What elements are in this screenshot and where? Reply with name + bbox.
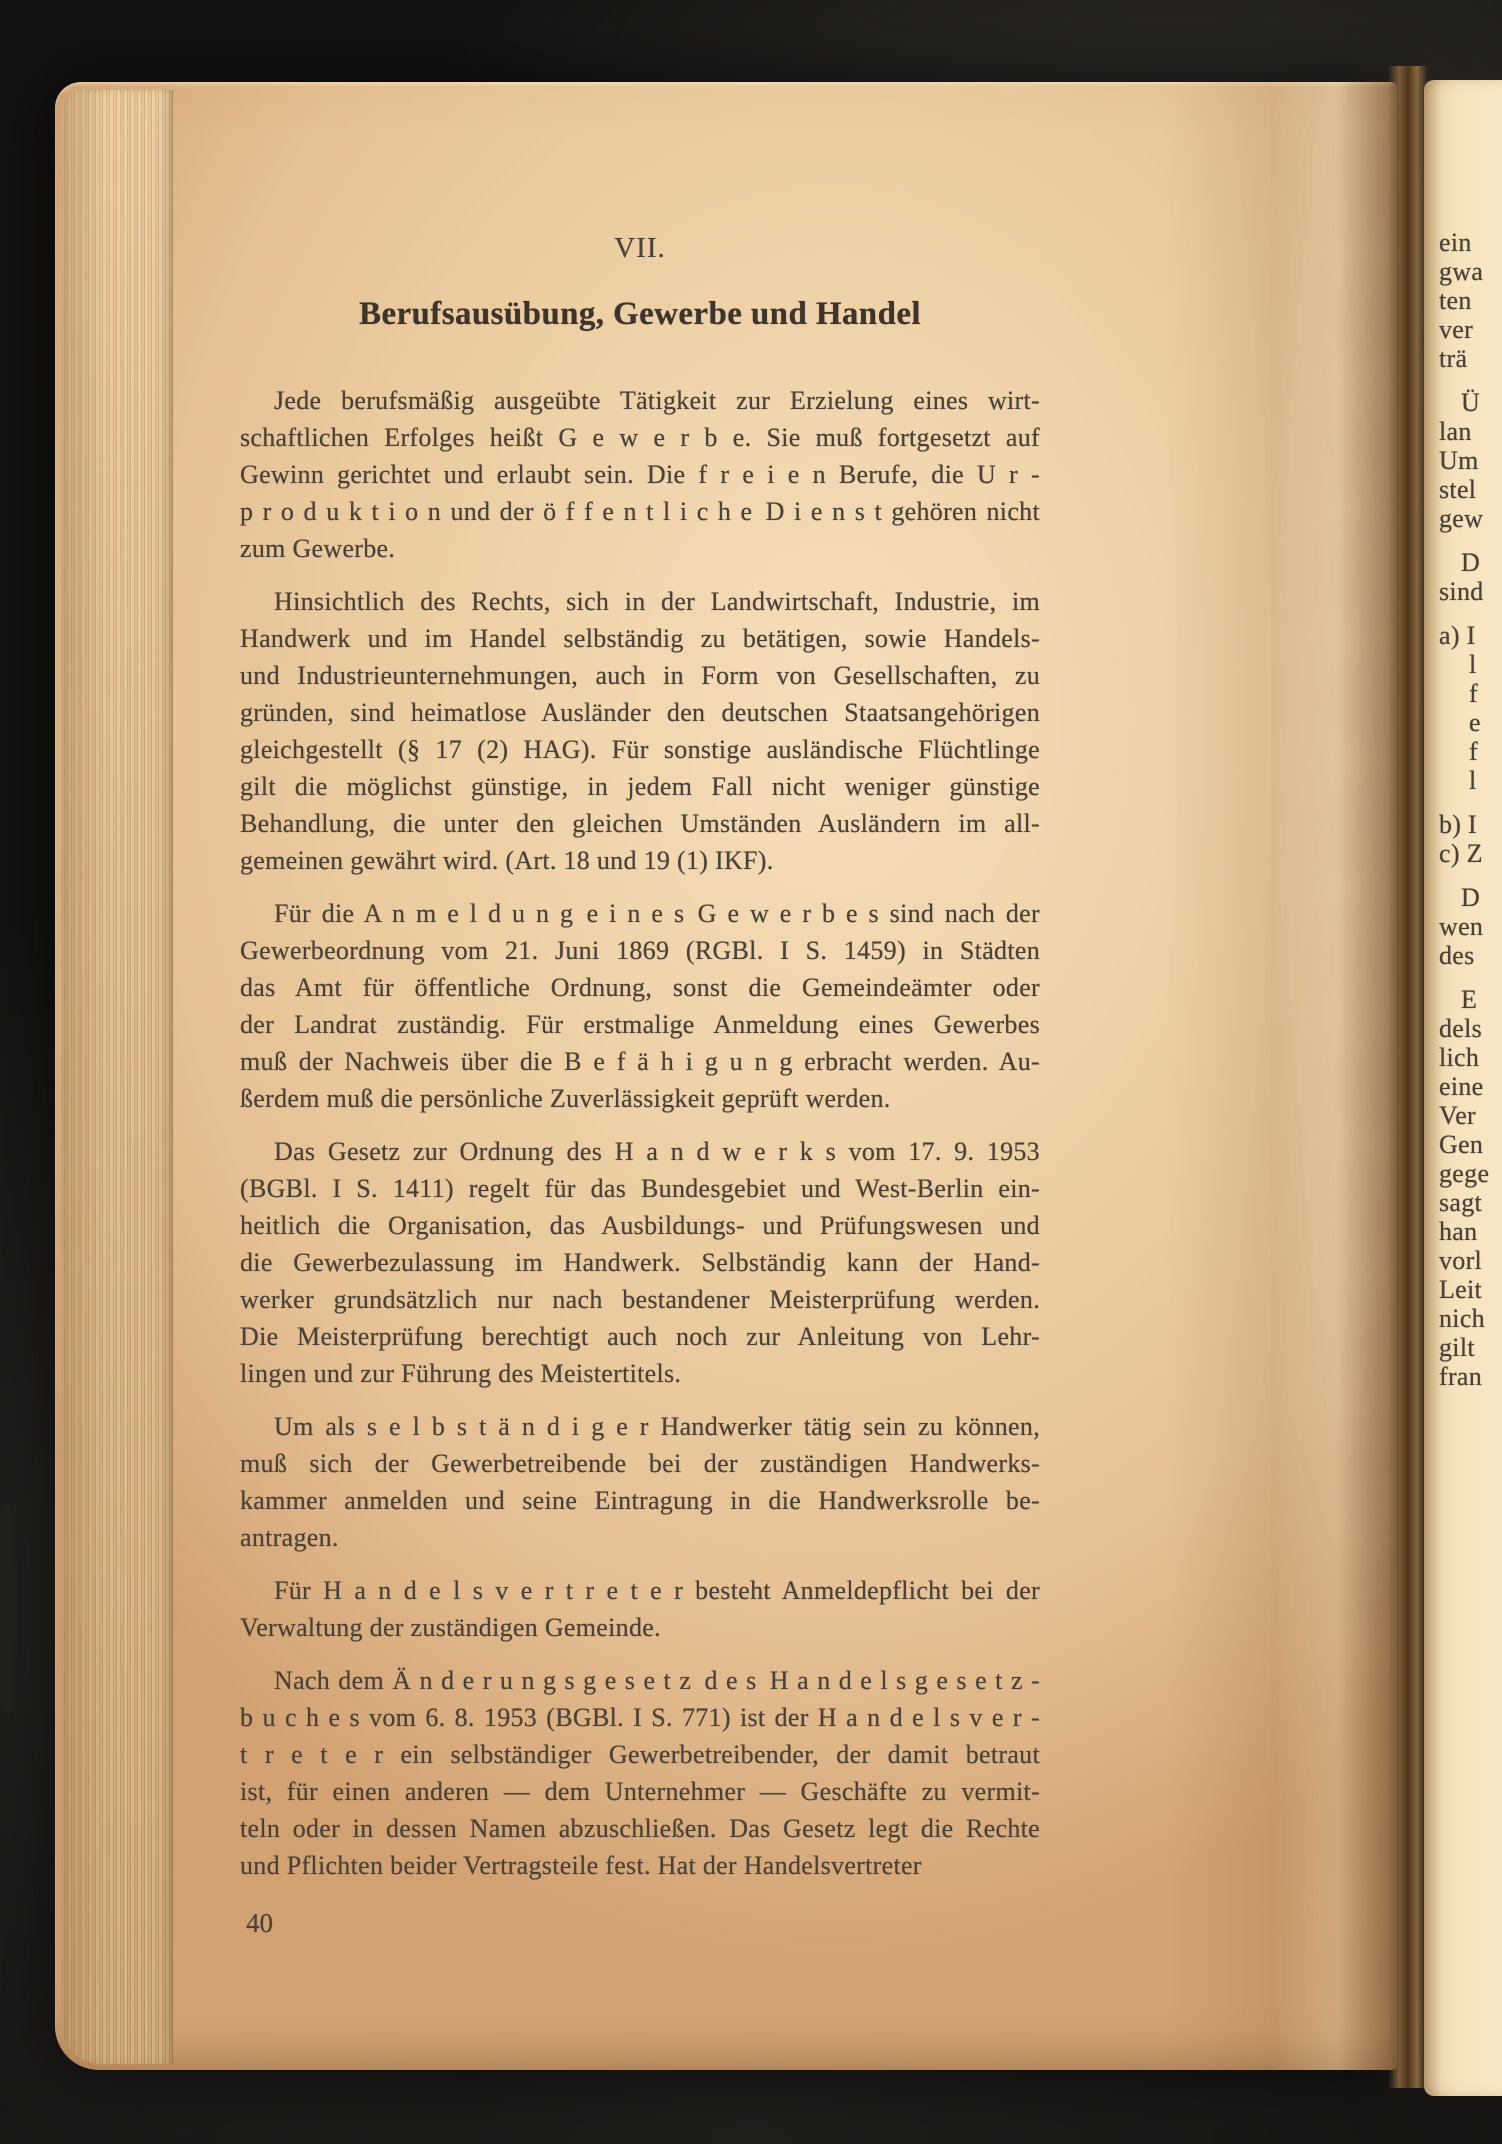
- text-line: Um als s e l b s t ä n d i g e r Handwerker tätig sein zu können,: [274, 1412, 1040, 1441]
- text-fragment: b) I: [1439, 810, 1478, 839]
- text-fragment: ver: [1439, 315, 1474, 344]
- text-fragment: vorl: [1439, 1246, 1483, 1275]
- text-fragment: a) I: [1439, 621, 1476, 650]
- text-line: ßerdem muß die persönliche Zuverlässigkeit geprüft werden.: [240, 1084, 891, 1113]
- paragraph: [240, 583, 1040, 879]
- text-line: lingen und zur Führung des Meistertitels.: [240, 1359, 682, 1388]
- text-line: Verwaltung der zuständigen Gemeinde.: [240, 1613, 661, 1642]
- text-line: gleichgestellt (§ 17 (2) HAG). Für sonstige ausländische Flüchtlinge: [240, 735, 1040, 764]
- text-line: gilt die möglichst günstige, in jedem Fall nicht weniger günstige: [240, 772, 1040, 801]
- text-line: t r e t e r ein selbständiger Gewerbetreibender, der damit betraut: [240, 1740, 1040, 1769]
- text-line: zum Gewerbe.: [240, 534, 396, 563]
- text-fragment: lich: [1439, 1043, 1480, 1072]
- body-text: [240, 382, 1040, 1884]
- text-line: das Amt für öffentliche Ordnung, sonst die Gemeindeämter oder: [240, 973, 1040, 1002]
- text-fragment: sagt: [1439, 1188, 1483, 1217]
- text-line: und Pflichten beider Vertragsteile fest. Hat der Handelsvertreter: [240, 1851, 922, 1880]
- paragraph: [240, 1662, 1040, 1884]
- text-fragment: trä: [1439, 344, 1468, 373]
- text-fragment: gilt: [1439, 1333, 1475, 1362]
- text-fragment: E: [1461, 985, 1478, 1014]
- text-fragment: ein: [1439, 228, 1472, 257]
- paragraph: [240, 1133, 1040, 1392]
- text-line: ist, für einen anderen — dem Unternehmer — Geschäfte zu vermit-: [240, 1777, 1040, 1806]
- section-number: VII.: [614, 232, 666, 264]
- text-fragment: ten: [1439, 286, 1472, 315]
- section-title: Berufsausübung, Gewerbe und Handel: [359, 296, 921, 332]
- text-fragment: f: [1469, 679, 1478, 708]
- text-line: kammer anmelden und seine Eintragung in die Handwerksrolle be-: [240, 1486, 1040, 1515]
- next-page-partial: [1424, 80, 1502, 2096]
- text-fragment: lan: [1439, 417, 1472, 446]
- text-fragment: gwa: [1439, 257, 1484, 286]
- text-fragment: c) Z: [1439, 839, 1483, 868]
- text-line: Jede berufsmäßig ausgeübte Tätigkeit zur Erzielung eines wirt-: [274, 386, 1040, 415]
- text-line: Für H a n d e l s v e r t r e t e r besteht Anmeldepflicht bei der: [274, 1576, 1040, 1605]
- text-fragment: eine: [1439, 1072, 1484, 1101]
- text-fragment: des: [1439, 941, 1475, 970]
- page-content: [240, 82, 1040, 2070]
- paragraph: [240, 895, 1040, 1117]
- page-edges-stack: [61, 90, 173, 2064]
- text-line: und Industrieunternehmungen, auch in Form von Gesellschaften, zu: [240, 661, 1040, 690]
- text-line: muß sich der Gewerbetreibende bei der zuständigen Handwerks-: [240, 1449, 1040, 1478]
- text-fragment: Um: [1439, 446, 1479, 475]
- book-left-page: [55, 82, 1397, 2070]
- text-line: werker grundsätzlich nur nach bestandener Meisterprüfung werden.: [240, 1285, 1040, 1314]
- text-line: schaftlichen Erfolges heißt G e w e r b e. Sie muß fortgesetzt auf: [240, 423, 1040, 452]
- text-line: b u c h e s vom 6. 8. 1953 (BGBl. I S. 771) ist der H a n d e l s v e r -: [240, 1703, 1040, 1732]
- paragraph: [240, 1572, 1040, 1646]
- text-fragment: f: [1469, 737, 1478, 766]
- text-fragment: Ü: [1461, 388, 1481, 417]
- text-fragment: l: [1469, 766, 1477, 795]
- text-fragment: dels: [1439, 1014, 1483, 1043]
- text-fragment: e: [1469, 708, 1481, 737]
- text-fragment: gege: [1439, 1159, 1490, 1188]
- text-fragment: Gen: [1439, 1130, 1484, 1159]
- text-line: p r o d u k t i o n und der ö f f e n t l i c h e D i e n s t gehören nicht: [240, 497, 1040, 526]
- text-line: Nach dem Ä n d e r u n g s g e s e t z d e s H a n d e l s g e s e t z -: [274, 1666, 1040, 1695]
- text-line: (BGBl. I S. 1411) regelt für das Bundesgebiet und West-Berlin ein-: [240, 1174, 1040, 1203]
- text-line: Gewerbeordnung vom 21. Juni 1869 (RGBl. I S. 1459) in Städten: [240, 936, 1040, 965]
- text-line: der Landrat zuständig. Für erstmalige Anmeldung eines Gewerbes: [240, 1010, 1040, 1039]
- page-number: 40: [246, 1908, 273, 1938]
- text-line: Hinsichtlich des Rechts, sich in der Landwirtschaft, Industrie, im: [274, 587, 1040, 616]
- text-line: Das Gesetz zur Ordnung des H a n d w e r k s vom 17. 9. 1953: [274, 1137, 1040, 1166]
- text-line: muß der Nachweis über die B e f ä h i g u n g erbracht werden. Au-: [240, 1047, 1040, 1076]
- text-line: die Gewerbezulassung im Handwerk. Selbständig kann der Hand-: [240, 1248, 1040, 1277]
- text-fragment: D: [1461, 883, 1481, 912]
- paragraph: [240, 382, 1040, 567]
- text-fragment: l: [1469, 650, 1477, 679]
- text-fragment: han: [1439, 1217, 1478, 1246]
- text-fragment: fran: [1439, 1362, 1483, 1391]
- paragraph: [240, 1408, 1040, 1556]
- book-gutter: [1388, 66, 1428, 2088]
- text-fragment: stel: [1439, 475, 1477, 504]
- text-fragment: Ver: [1439, 1101, 1476, 1130]
- text-fragment: wen: [1439, 912, 1484, 941]
- text-line: heitlich die Organisation, das Ausbildungs- und Prüfungswesen und: [240, 1211, 1040, 1240]
- text-line: Handwerk und im Handel selbständig zu betätigen, sowie Handels-: [240, 624, 1040, 653]
- text-fragment: sind: [1439, 577, 1484, 606]
- text-fragment: nich: [1439, 1304, 1485, 1333]
- text-line: teln oder in dessen Namen abzuschließen. Das Gesetz legt die Rechte: [240, 1814, 1040, 1843]
- text-fragment: gew: [1439, 504, 1484, 533]
- text-line: Für die A n m e l d u n g e i n e s G e w e r b e s sind nach der: [274, 899, 1040, 928]
- text-line: gründen, sind heimatlose Ausländer den deutschen Staatsangehörigen: [240, 698, 1040, 727]
- text-line: Die Meisterprüfung berechtigt auch noch zur Anleitung von Lehr-: [240, 1322, 1040, 1351]
- text-line: antragen.: [240, 1523, 339, 1552]
- text-fragment: D: [1461, 548, 1481, 577]
- next-page-text-fragments: [1424, 80, 1502, 1391]
- text-line: Behandlung, die unter den gleichen Umständen Ausländern im all-: [240, 809, 1040, 838]
- text-fragment: Leit: [1439, 1275, 1483, 1304]
- text-line: gemeinen gewährt wird. (Art. 18 und 19 (1) IKF).: [240, 846, 774, 875]
- text-line: Gewinn gerichtet und erlaubt sein. Die f r e i e n Berufe, die U r -: [240, 460, 1040, 489]
